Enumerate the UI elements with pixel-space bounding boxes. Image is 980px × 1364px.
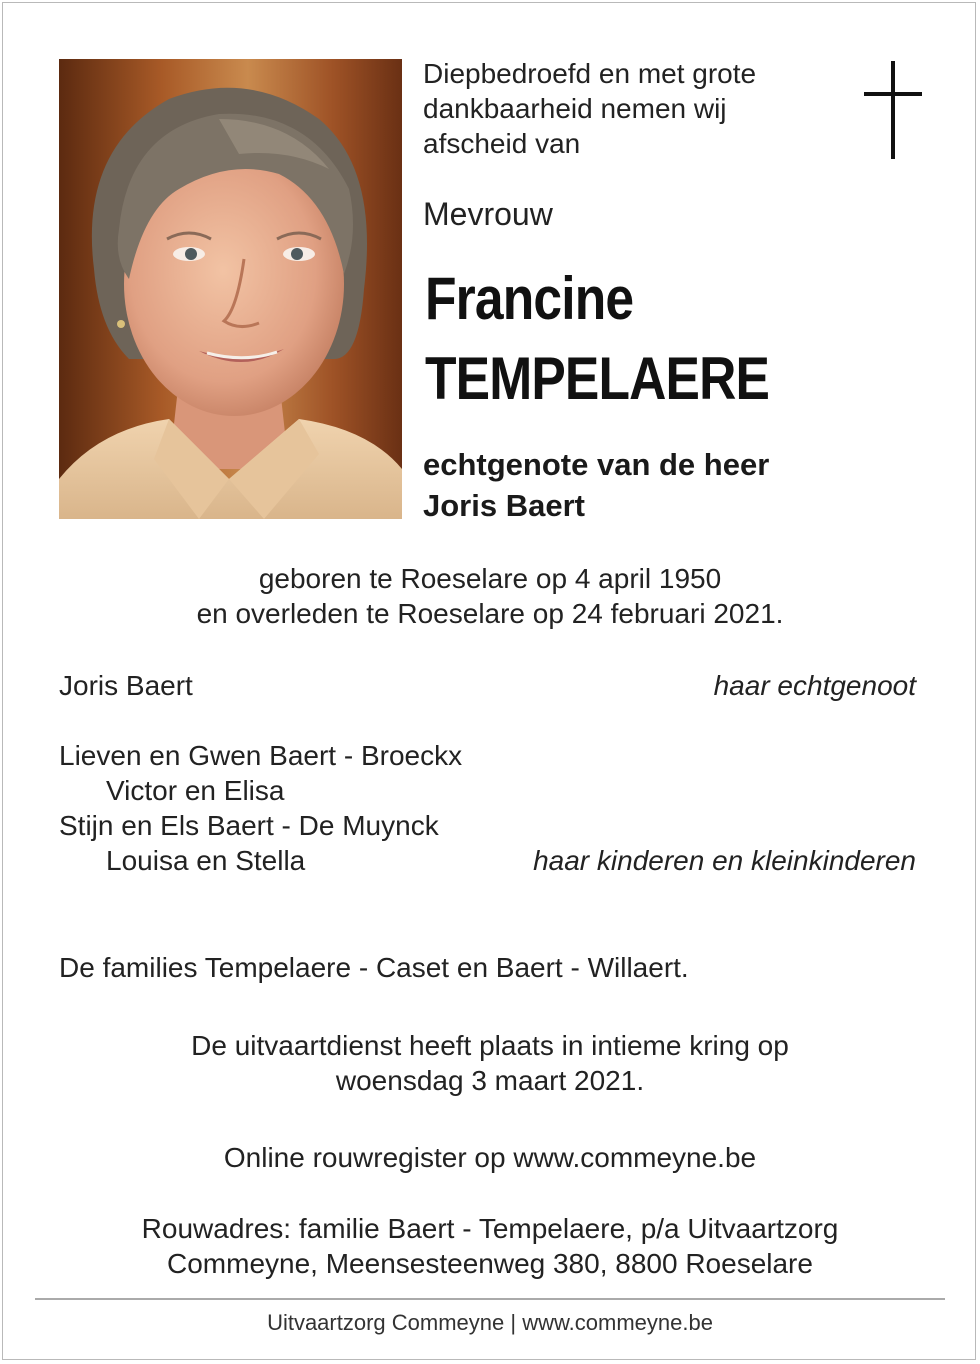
deceased-first-name: Francine (425, 265, 634, 332)
intro-line: afscheid van (423, 128, 581, 159)
families-line: De families Tempelaere - Caset en Baert - Willaert. (59, 952, 689, 983)
mourning-address (0, 1211, 980, 1281)
husband-row (59, 668, 916, 703)
cross-icon (864, 61, 922, 159)
child-family: Lieven en Gwen Baert - Broeckx (59, 740, 463, 771)
portrait-illustration (59, 59, 402, 519)
intro-line: dankbaarheid nemen wij (423, 93, 727, 124)
spouse-description (423, 444, 769, 526)
address-line: Commeyne, Meensesteenweg 380, 8800 Roeselare (167, 1248, 813, 1279)
death-line: en overleden te Roeselare op 24 februari 2021. (196, 598, 784, 629)
deceased-last-name: TEMPELAERE (425, 345, 770, 412)
children-relation: haar kinderen en kleinkinderen (533, 845, 916, 876)
child-family: Stijn en Els Baert - De Muynck (59, 810, 439, 841)
life-dates (0, 561, 980, 631)
grandchildren: Louisa en Stella (106, 845, 306, 876)
husband-name: Joris Baert (59, 670, 193, 701)
portrait-photo (59, 59, 402, 519)
salutation: Mevrouw (423, 196, 553, 232)
service-line: woensdag 3 maart 2021. (335, 1065, 645, 1096)
intro-text (423, 56, 756, 161)
online-register: Online rouwregister op www.commeyne.be (223, 1142, 757, 1173)
footer-divider (35, 1298, 945, 1300)
birth-line: geboren te Roeselare op 4 april 1950 (258, 563, 722, 594)
footer-text: Uitvaartzorg Commeyne | www.commeyne.be (267, 1310, 713, 1335)
intro-line: Diepbedroefd en met grote (423, 58, 757, 89)
spouse-line: Joris Baert (423, 488, 585, 523)
husband-relation: haar echtgenoot (713, 670, 916, 701)
spouse-line: echtgenote van de heer (423, 447, 770, 482)
service-info (0, 1028, 980, 1098)
address-line: Rouwadres: familie Baert - Tempelaere, p/a Uitvaartzorg (141, 1213, 839, 1244)
service-line: De uitvaartdienst heeft plaats in intieme kring op (191, 1030, 789, 1061)
children-list (59, 738, 916, 878)
grandchildren: Victor en Elisa (106, 775, 285, 806)
